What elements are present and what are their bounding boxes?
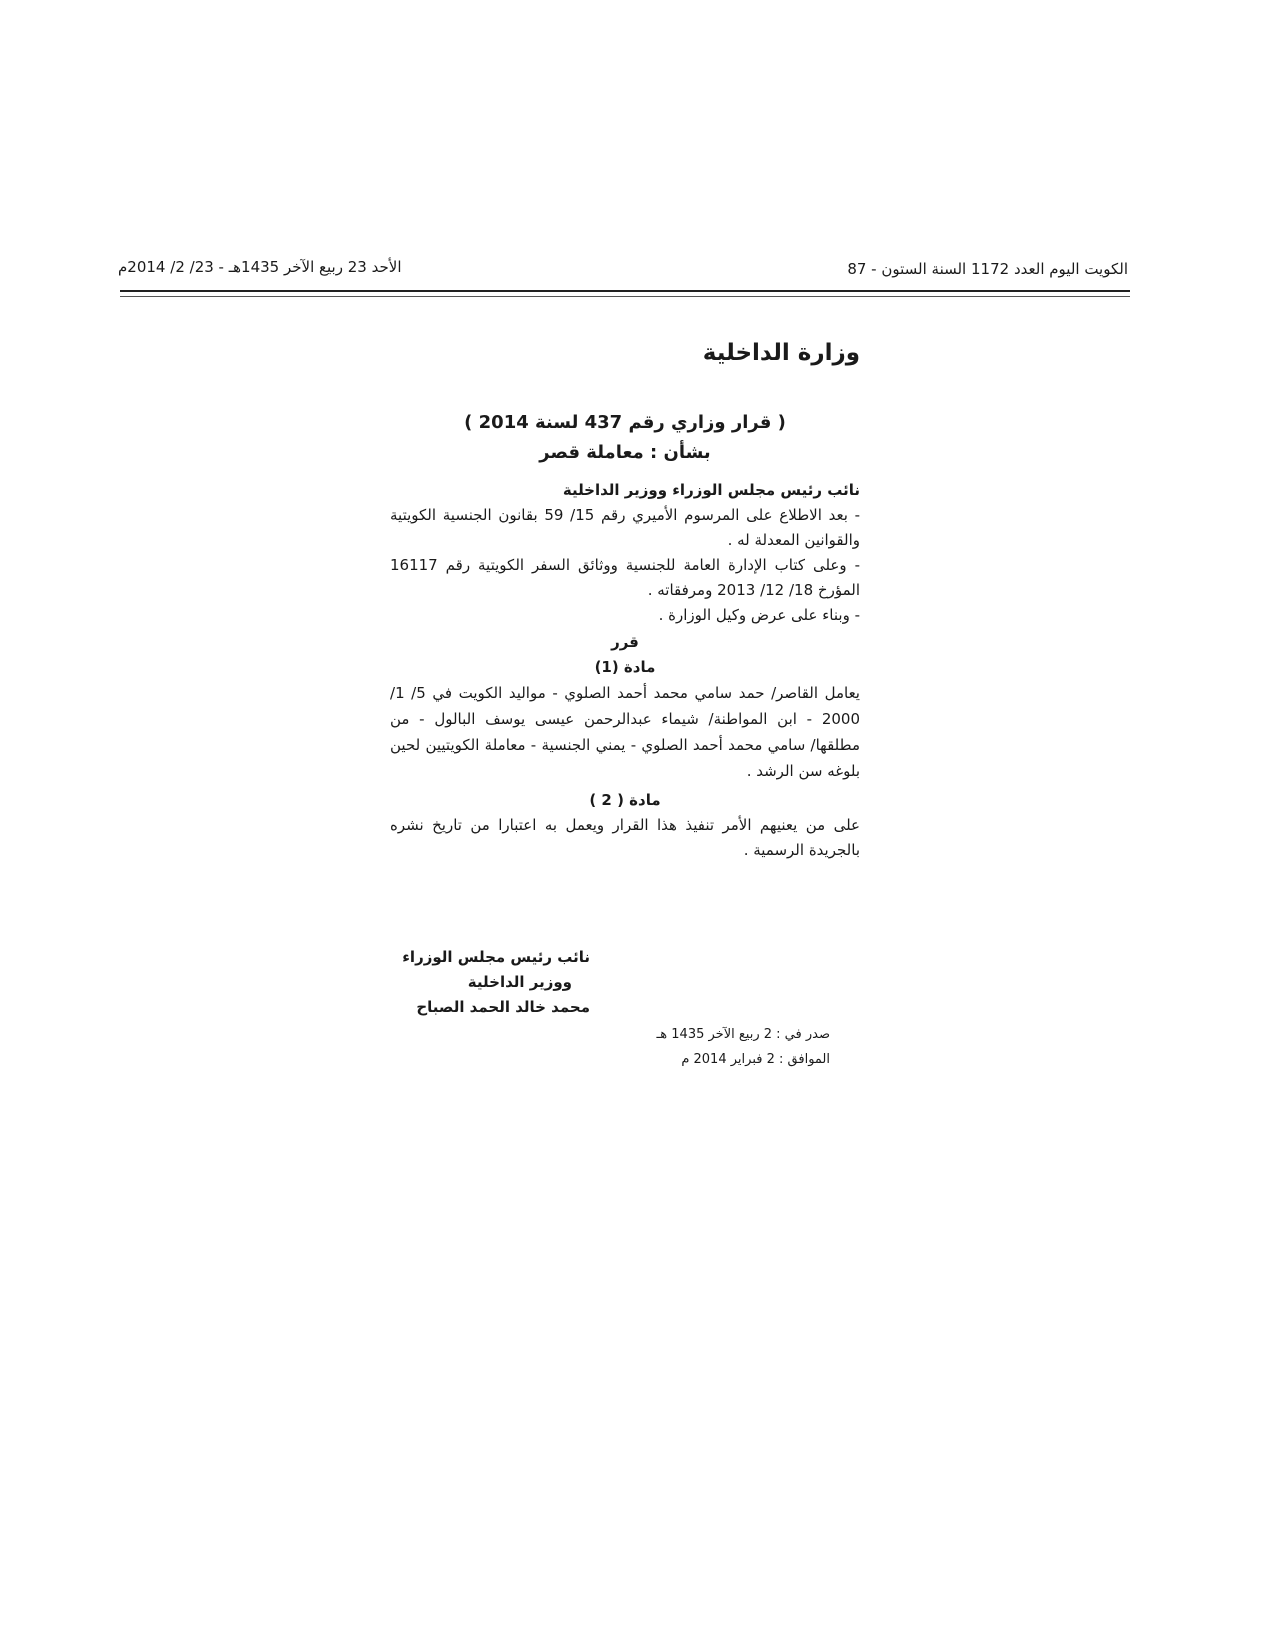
preamble-issuer: نائب رئيس مجلس الوزراء ووزير الداخلية — [562, 481, 860, 499]
page-header — [118, 258, 1128, 288]
preamble-clause-2: - وعلى كتاب الإدارة العامة للجنسية ووثائق السفر الكويتية رقم 16117 المؤرخ 18/ 12/ 2013 ومرفقاته . — [390, 556, 860, 599]
resolved-heading: قرر — [611, 633, 639, 651]
signature-role: ووزير الداخلية — [467, 973, 572, 991]
preamble-clause-3: - وبناء على عرض وكيل الوزارة . — [658, 606, 860, 624]
issue-date-hijri: صدر في : 2 ربيع الآخر 1435 هـ — [656, 1027, 830, 1042]
article-2-text: على من يعنيهم الأمر تنفيذ هذا القرار ويعمل به اعتبارا من تاريخ نشره بالجريدة الرسمية . — [390, 816, 860, 859]
decree-heading — [390, 408, 860, 468]
issue-date-gregorian: الموافق : 2 فبراير 2014 م — [681, 1052, 830, 1067]
article-1-heading: مادة (1) — [594, 658, 656, 676]
preamble-clause-1: - بعد الاطلاع على المرسوم الأميري رقم 15/ 59 بقانون الجنسية الكويتية والقوانين المعدلة له . — [390, 506, 861, 549]
ministry-title: وزارة الداخلية — [702, 340, 860, 366]
decree-body — [390, 478, 860, 863]
header-rule-thin — [120, 296, 1130, 297]
header-date: الأحد 23 ربيع الآخر 1435هـ - 23/ 2/ 2014م — [118, 258, 402, 276]
signature-name: محمد خالد الحمد الصباح — [416, 998, 590, 1016]
issue-date-block — [590, 1022, 830, 1072]
header-publication-info: الكويت اليوم العدد 1172 السنة الستون - 87 — [847, 260, 1128, 278]
article-2-heading: مادة ( 2 ) — [589, 791, 661, 809]
article-1-text: يعامل القاصر/ حمد سامي محمد أحمد الصلوي - مواليد الكويت في 5/ 1/ 2000 - ابن المواطنة/ شيماء عبدالرحمن عيسى يوسف البالول - من مطلقها/ سامي محمد أحمد الصلوي - يمني الجنسية - معاملة الكويتيين لحين بلوغه سن الرشد . — [390, 684, 860, 780]
signature-title: نائب رئيس مجلس الوزراء — [402, 948, 590, 966]
header-rule-thick — [120, 290, 1130, 292]
signature-block — [380, 945, 590, 1020]
decree-subject: بشأن : معاملة قصر — [539, 442, 711, 463]
decree-number: ( قرار وزاري رقم 437 لسنة 2014 ) — [464, 412, 786, 433]
